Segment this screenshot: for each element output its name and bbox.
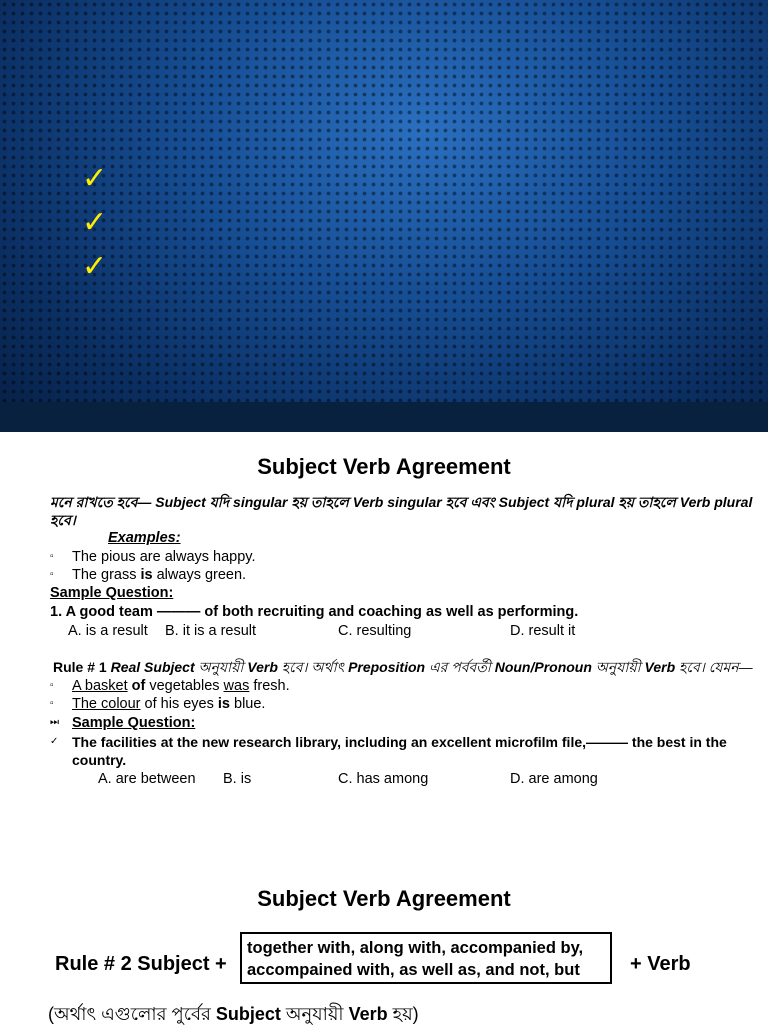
arrow-bullet-icon: ⏭: [50, 717, 59, 728]
check-icon: ✓: [82, 249, 108, 284]
slide-3-title: Subject Verb Agreement: [257, 886, 511, 911]
question-2-line-1: The facilities at the new research library, including an excellent microfilm file,——— the best in the: [72, 734, 727, 750]
question-1: 1. A good team ——— of both recruiting and coaching as well as performing.: [50, 604, 579, 620]
connector-box: [240, 932, 612, 984]
rule-1: Rule # 1 Real Subject অনুযায়ী Verb হবে। অর্থাৎ Preposition এর পর্ববর্তী Noun/Pronoun অনুযায়ী Verb হবে। যেমন—: [53, 659, 753, 675]
bullet-icon: ▫: [50, 680, 54, 691]
slide-1-background: [0, 0, 768, 432]
rule-2-verb: + Verb: [630, 953, 691, 975]
sample-question-label: Sample Question:: [50, 585, 174, 601]
check-icon: ✓: [82, 161, 108, 196]
q1-option-c: C. resulting: [338, 623, 412, 639]
example-4: The colour of his eyes is blue.: [72, 696, 266, 712]
q2-option-d: D. are among: [510, 771, 598, 787]
bullet-icon: ▫: [50, 569, 54, 580]
intro-line-2: হবে।: [50, 512, 76, 528]
example-2: The grass is always green.: [72, 567, 247, 583]
bullet-icon: ▫: [50, 551, 54, 562]
q2-option-b: B. is: [223, 771, 252, 787]
box-line-1: together with, along with, accompanied by,: [247, 939, 584, 957]
example-3: A basket of vegetables was fresh.: [72, 678, 290, 694]
examples-label: Examples:: [108, 530, 181, 546]
check-icon: ✓: [82, 205, 108, 240]
slide-2-title: Subject Verb Agreement: [257, 454, 511, 479]
q2-option-c: C. has among: [338, 771, 429, 787]
intro-line-1: মনে রাখতে হবে— Subject যদি singular হয় তাহলে Verb singular হবে এবং Subject যদি plural হয় তাহলে Verb plural: [50, 494, 753, 510]
q1-option-b: B. it is a result: [165, 623, 257, 639]
q2-option-a: A. are between: [98, 771, 196, 787]
example-1: The pious are always happy.: [72, 549, 256, 565]
rule-2-label: Rule # 2 Subject +: [55, 953, 227, 975]
q1-option-a: A. is a result: [68, 623, 148, 639]
bullet-icon: ▫: [50, 698, 54, 709]
box-line-2: accompained with, as well as, and not, but: [247, 961, 580, 979]
check-bullet-icon: ✓: [50, 736, 59, 747]
rule-2-note: (অর্থাৎ এগুলোর পুর্বের Subject অনুযায়ী Verb হয়): [48, 1004, 419, 1024]
question-2-line-2: country.: [72, 752, 127, 768]
sample-question-label-2: Sample Question:: [72, 715, 196, 731]
q1-option-d: D. result it: [510, 623, 576, 639]
slide-1-footer-band: [0, 402, 768, 432]
